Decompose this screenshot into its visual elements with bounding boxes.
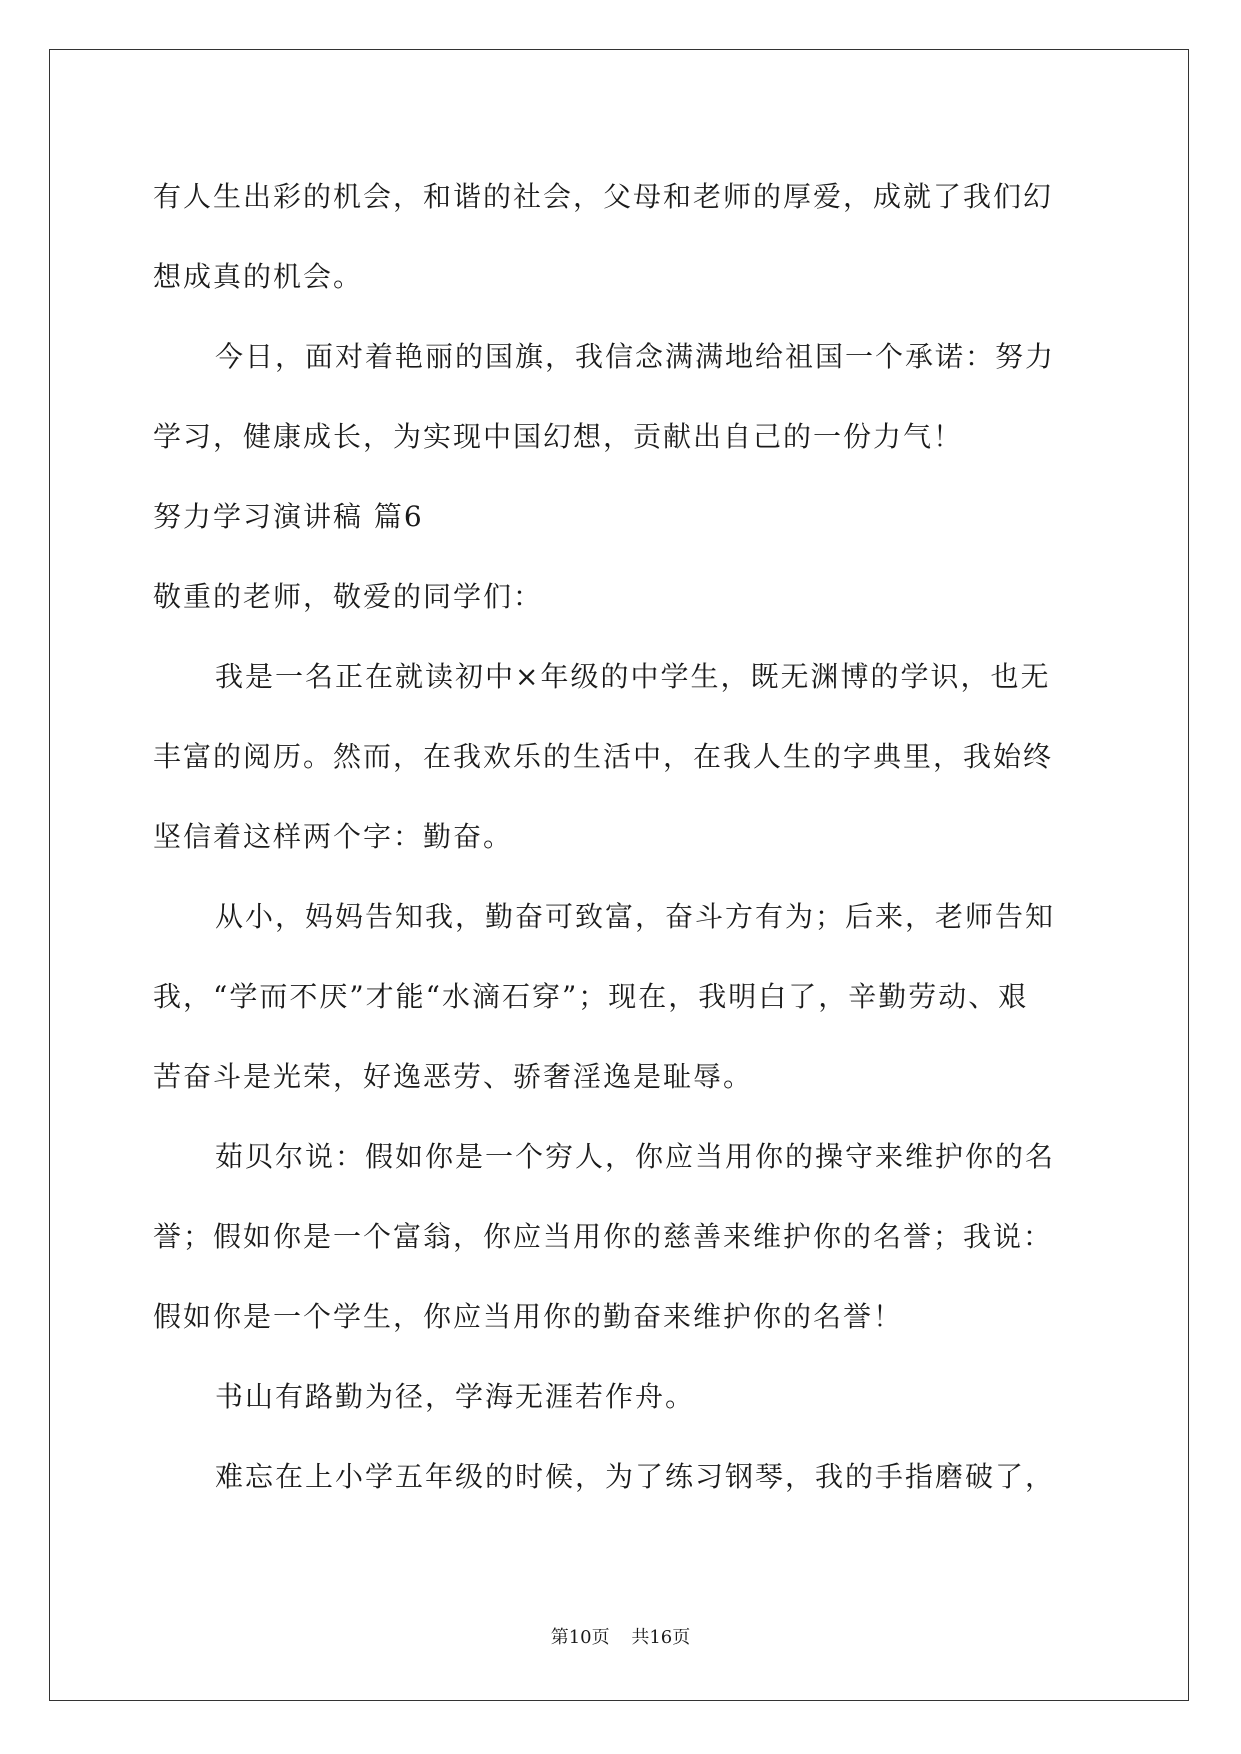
text-line: 想成真的机会。	[153, 260, 364, 293]
page-number-total: 共16页	[631, 1627, 691, 1648]
text-line: 坚信着这样两个字：勤奋。	[153, 820, 514, 853]
text-line: 誉；假如你是一个富翁，你应当用你的慈善来维护你的名誉；我说：	[153, 1220, 1054, 1253]
text-line: 有人生出彩的机会，和谐的社会，父母和老师的厚爱，成就了我们幻	[153, 180, 1054, 213]
text-line: 假如你是一个学生，你应当用你的勤奋来维护你的名誉！	[153, 1300, 904, 1333]
text-line: 敬重的老师，敬爱的同学们：	[153, 580, 544, 613]
text-line: 学习，健康成长，为实现中国幻想，贡献出自己的一份力气！	[153, 420, 964, 453]
text-line: 我，“学而不厌”才能“水滴石穿”；现在，我明白了，辛勤劳动、艰	[153, 980, 1029, 1013]
text-line: 茹贝尔说：假如你是一个穷人，你应当用你的操守来维护你的名	[215, 1140, 1056, 1173]
text-line: 我是一名正在就读初中×年级的中学生，既无渊博的学识，也无	[215, 660, 1051, 693]
page-number-current: 第10页	[550, 1627, 610, 1648]
text-line: 从小，妈妈告知我，勤奋可致富，奋斗方有为；后来，老师告知	[215, 900, 1056, 933]
text-line: 书山有路勤为径，学海无涯若作舟。	[215, 1380, 696, 1413]
text-line: 今日，面对着艳丽的国旗，我信念满满地给祖国一个承诺：努力	[215, 340, 1056, 373]
page-footer	[0, 1623, 1241, 1649]
text-line: 苦奋斗是光荣，好逸恶劳、骄奢淫逸是耻辱。	[153, 1060, 754, 1093]
text-line: 难忘在上小学五年级的时候，为了练习钢琴，我的手指磨破了，	[215, 1460, 1056, 1493]
text-line: 努力学习演讲稿 篇6	[153, 500, 424, 533]
text-line: 丰富的阅历。然而，在我欢乐的生活中，在我人生的字典里，我始终	[153, 740, 1054, 773]
document-body	[153, 157, 1093, 1517]
